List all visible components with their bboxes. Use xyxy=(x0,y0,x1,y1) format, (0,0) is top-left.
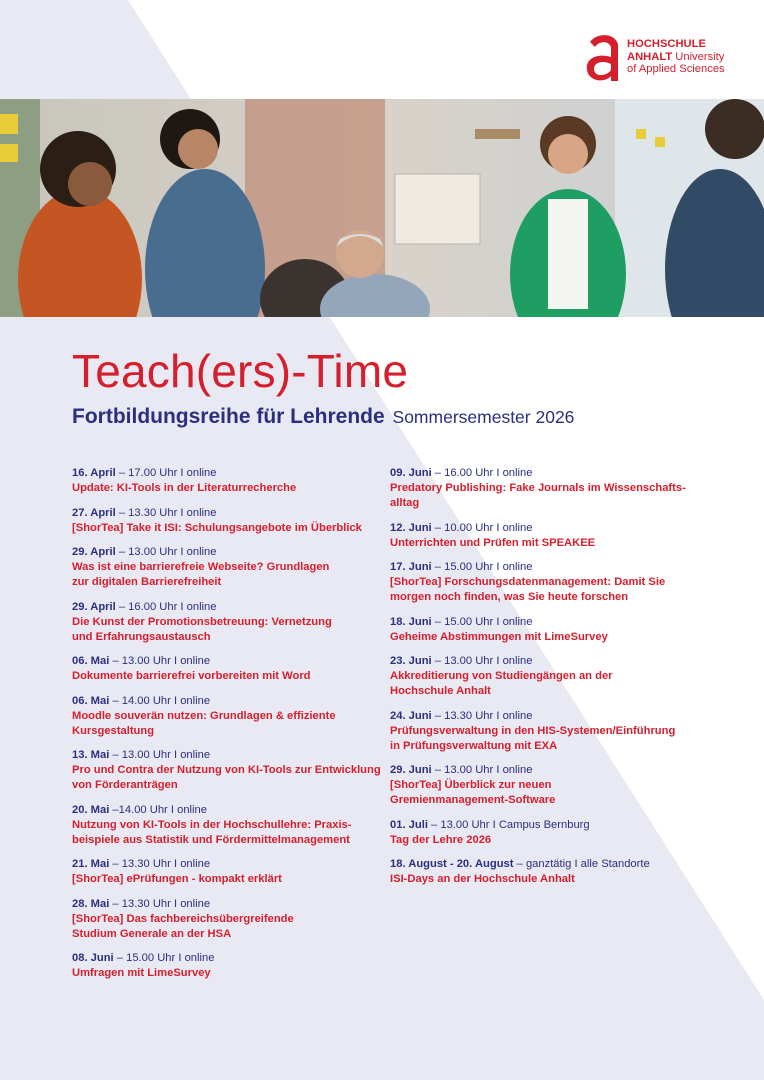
event-item xyxy=(72,694,382,739)
event-time-location: – 13.00 Uhr I online xyxy=(431,655,533,667)
event-date: 27. April xyxy=(72,506,116,519)
event-time-location: – 16.00 Uhr I online xyxy=(115,600,217,613)
event-item xyxy=(390,615,710,645)
event-title-line: und Erfahrungsaustausch xyxy=(72,630,211,643)
event-date: 28. Mai xyxy=(72,897,110,910)
event-meta xyxy=(390,615,710,630)
hero-photo xyxy=(0,99,764,317)
event-time-location: – 15.00 Uhr I online xyxy=(431,561,533,573)
event-date: 23. Juni xyxy=(390,655,432,667)
event-time-location: – 16.00 Uhr I online xyxy=(431,467,533,479)
event-meta xyxy=(72,654,382,669)
event-title-line: zur digitalen Barrierefreiheit xyxy=(72,576,222,588)
subtitle-semester: Sommersemester 2026 xyxy=(392,407,575,427)
hsa-logo-a-icon xyxy=(584,32,624,82)
event-time-location: – 13.30 Uhr I online xyxy=(115,506,217,519)
event-meta xyxy=(390,818,710,833)
event-time-location: – 15.00 Uhr I online xyxy=(431,615,533,628)
logo-line-3: of Applied Sciences xyxy=(627,63,725,76)
event-title-line: Pro und Contra der Nutzung von KI-Tools zur Entwicklung xyxy=(72,764,381,776)
event-title-line: Moodle souverän nutzen: Grundlagen & effiziente xyxy=(72,709,336,722)
event-time-location: – 14.00 Uhr I online xyxy=(109,694,211,707)
event-meta xyxy=(390,763,710,778)
event-date: 06. Mai xyxy=(72,655,110,667)
event-title-line: Was ist eine barrierefreie Webseite? Grundlagen xyxy=(72,561,330,573)
university-logo[interactable] xyxy=(584,32,725,82)
event-meta xyxy=(72,897,382,912)
event-item xyxy=(72,506,382,536)
event-title-line: [ShorTea] Forschungsdatenmanagement: Damit Sie xyxy=(390,576,666,588)
event-item xyxy=(390,857,710,887)
event-title-line: [ShorTea] ePrüfungen - kompakt erklärt xyxy=(72,873,282,885)
event-item xyxy=(72,545,382,590)
logo-line-2-rest: University xyxy=(675,50,725,63)
event-title-line: Hochschule Anhalt xyxy=(390,685,491,697)
event-meta xyxy=(390,857,710,872)
event-item xyxy=(390,763,710,808)
event-item xyxy=(390,654,710,699)
event-meta xyxy=(72,600,382,615)
event-title-line: in Prüfungsverwaltung mit EXA xyxy=(390,739,558,752)
event-date: 29. April xyxy=(72,600,116,613)
event-date: 08. Juni xyxy=(72,952,114,964)
event-title-line: Die Kunst der Promotionsbetreuung: Vernetzung xyxy=(72,615,332,628)
event-meta xyxy=(390,560,710,575)
event-title-line: Predatory Publishing: Fake Journals im Wissenschafts- xyxy=(390,482,686,494)
event-meta xyxy=(390,466,710,481)
event-time-location: – 13.00 Uhr I online xyxy=(431,764,533,776)
event-title-line: [ShorTea] Überblick zur neuen xyxy=(390,779,552,791)
event-title-line: Akkreditierung von Studiengängen an der xyxy=(390,670,613,682)
event-time-location: – 13.30 Uhr I online xyxy=(109,858,211,870)
event-date: 29. April xyxy=(72,546,116,558)
event-meta xyxy=(72,857,382,872)
event-time-location: – 10.00 Uhr I online xyxy=(431,521,533,534)
event-meta xyxy=(72,466,382,481)
event-date: 09. Juni xyxy=(390,467,432,479)
event-time-location: –14.00 Uhr I online xyxy=(109,803,207,816)
event-time-location: – 13.00 Uhr I online xyxy=(109,749,211,761)
logo-line-2-bold: ANHALT xyxy=(627,50,673,63)
event-meta xyxy=(72,748,382,763)
event-date: 12. Juni xyxy=(390,521,432,534)
event-date: 13. Mai xyxy=(72,749,110,761)
event-time-location: – 17.00 Uhr I online xyxy=(115,467,217,479)
event-item xyxy=(390,709,710,754)
event-title-line: Gremienmanagement-Software xyxy=(390,794,556,806)
event-meta xyxy=(72,545,382,560)
event-title-line: Kursgestaltung xyxy=(72,724,155,737)
event-item xyxy=(72,897,382,942)
event-date: 01. Juli xyxy=(390,818,428,831)
subtitle-main: Fortbildungsreihe für Lehrende xyxy=(72,405,385,428)
event-title-line: morgen noch finden, was Sie heute forschen xyxy=(390,591,629,603)
event-item xyxy=(390,521,710,551)
event-time-location: – 13.30 Uhr I online xyxy=(431,709,533,722)
event-item xyxy=(72,748,382,793)
event-meta xyxy=(390,709,710,724)
event-title-line: Geheime Abstimmungen mit LimeSurvey xyxy=(390,630,608,643)
event-time-location: – 13.00 Uhr I online xyxy=(109,655,211,667)
event-title-line: Umfragen mit LimeSurvey xyxy=(72,967,211,979)
event-date: 20. Mai xyxy=(72,803,110,816)
event-time-location: – 15.00 Uhr I online xyxy=(113,952,215,964)
event-meta xyxy=(390,654,710,669)
event-title-line: von Förderanträgen xyxy=(72,779,178,791)
event-item xyxy=(72,654,382,684)
event-time-location: – 13.00 Uhr I online xyxy=(115,546,217,558)
event-time-location: – 13.00 Uhr I Campus Bernburg xyxy=(427,818,590,831)
event-title-line: Studium Generale an der HSA xyxy=(72,927,232,940)
event-title-line: beispiele aus Statistik und Fördermittelmanagement xyxy=(72,833,350,846)
event-meta xyxy=(72,803,382,818)
event-date: 06. Mai xyxy=(72,694,110,707)
event-title-line: Dokumente barrierefrei vorbereiten mit Word xyxy=(72,670,311,682)
event-meta xyxy=(72,506,382,521)
event-item xyxy=(390,560,710,605)
event-date: 16. April xyxy=(72,467,116,479)
event-list-left xyxy=(72,466,382,991)
event-time-location: – ganztätig I alle Standorte xyxy=(513,858,650,870)
event-date: 18. Juni xyxy=(390,615,432,628)
event-title-line: ISI-Days an der Hochschule Anhalt xyxy=(390,873,575,885)
event-title-line: Update: KI-Tools in der Literaturrecherche xyxy=(72,482,297,494)
event-item xyxy=(72,600,382,645)
event-title-line: [ShorTea] Das fachbereichsübergreifende xyxy=(72,912,294,925)
event-list-right xyxy=(390,466,710,897)
logo-wordmark xyxy=(627,38,725,76)
event-item xyxy=(72,803,382,848)
event-meta xyxy=(72,951,382,966)
event-date: 24. Juni xyxy=(390,709,432,722)
event-item xyxy=(72,857,382,887)
event-meta xyxy=(390,521,710,536)
event-date: 17. Juni xyxy=(390,561,432,573)
event-date: 18. August - 20. August xyxy=(390,858,514,870)
page-subtitle xyxy=(72,405,574,429)
event-item xyxy=(390,818,710,848)
event-item xyxy=(72,951,382,981)
event-date: 21. Mai xyxy=(72,858,110,870)
event-title-line: Nutzung von KI-Tools in der Hochschullehre: Praxis- xyxy=(72,818,352,831)
event-title-line: Unterrichten und Prüfen mit SPEAKEE xyxy=(390,536,596,549)
event-time-location: – 13.30 Uhr I online xyxy=(109,897,211,910)
event-title-line: [ShorTea] Take it ISI: Schulungsangebote im Überblick xyxy=(72,521,362,534)
page-title: Teach(ers)-Time xyxy=(72,345,409,397)
event-item xyxy=(390,466,710,511)
logo-line-1: HOCHSCHULE xyxy=(627,38,706,51)
event-item xyxy=(72,466,382,496)
event-title-line: Prüfungsverwaltung in den HIS-Systemen/Einführung xyxy=(390,724,676,737)
event-title-line: Tag der Lehre 2026 xyxy=(390,833,492,846)
event-date: 29. Juni xyxy=(390,764,432,776)
event-meta xyxy=(72,694,382,709)
event-title-line: alltag xyxy=(390,497,420,509)
